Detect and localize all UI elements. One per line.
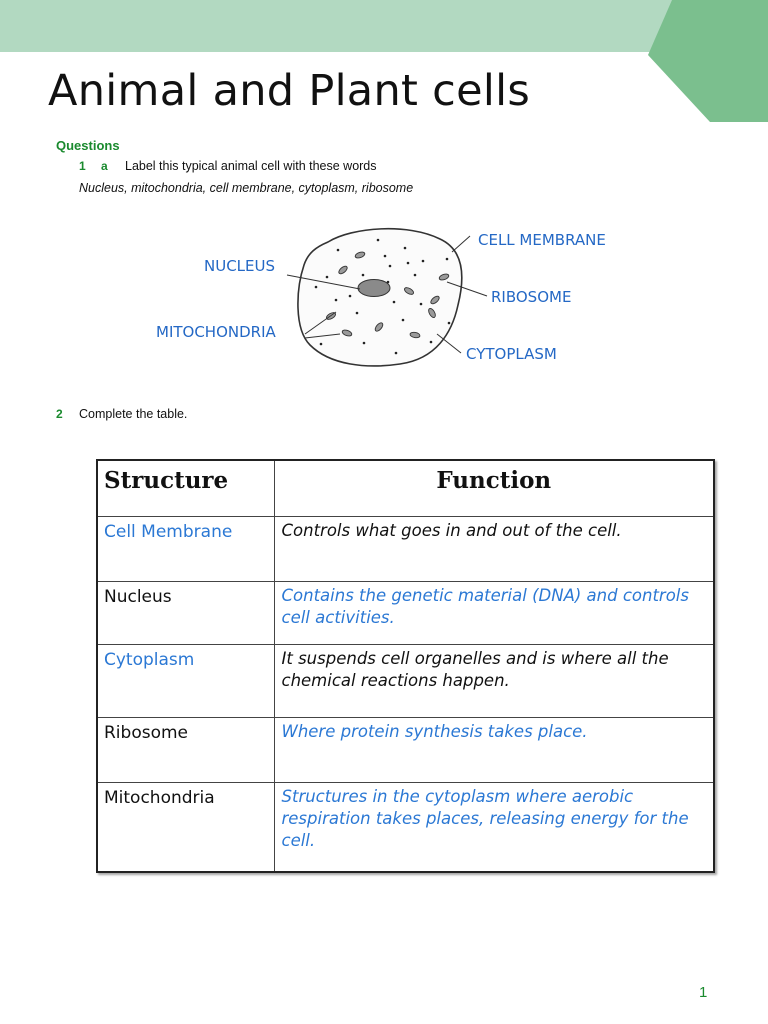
label-nucleus: NUCLEUS — [204, 257, 276, 275]
function-cell: Controls what goes in and out of the cell. — [274, 517, 714, 582]
corner-hexagon — [648, 0, 768, 122]
label-cell-membrane: CELL MEMBRANE — [478, 231, 606, 249]
question-2-number: 2 — [56, 407, 63, 421]
table-row — [97, 718, 714, 783]
label-ribosome: RIBOSOME — [491, 288, 572, 306]
structure-cell: Cytoplasm — [97, 645, 274, 718]
page-number: 1 — [699, 984, 708, 1001]
header-structure: Structure — [97, 460, 274, 517]
structure-cell: Mitochondria — [97, 783, 274, 872]
label-mitochondria: MITOCHONDRIA — [156, 323, 276, 341]
structure-cell: Ribosome — [97, 718, 274, 783]
animal-cell-diagram — [290, 225, 475, 375]
nucleus-shape — [358, 280, 390, 297]
table-row — [97, 783, 714, 872]
function-cell: Contains the genetic material (DNA) and controls cell activities. — [274, 582, 714, 645]
question-1-number: 1 — [79, 159, 86, 173]
structure-cell: Nucleus — [97, 582, 274, 645]
question-2-text: Complete the table. — [79, 407, 188, 421]
structure-function-table — [96, 459, 715, 873]
table-row — [97, 582, 714, 645]
question-1-text: Label this typical animal cell with these words — [125, 159, 377, 173]
questions-heading: Questions — [56, 138, 120, 153]
function-cell: Where protein synthesis takes place. — [274, 718, 714, 783]
table-header-row — [97, 460, 714, 517]
question-1-sub-letter: a — [101, 159, 108, 173]
header-function: Function — [274, 460, 714, 517]
label-cytoplasm: CYTOPLASM — [466, 345, 557, 363]
function-cell: Structures in the cytoplasm where aerobic respiration takes places, releasing energy for the cell. — [274, 783, 714, 872]
structure-cell: Cell Membrane — [97, 517, 274, 582]
table-row — [97, 517, 714, 582]
page-title: Animal and Plant cells — [48, 66, 531, 116]
table-row — [97, 645, 714, 718]
question-1-word-list: Nucleus, mitochondria, cell membrane, cytoplasm, ribosome — [79, 181, 414, 195]
function-cell: It suspends cell organelles and is where all the chemical reactions happen. — [274, 645, 714, 718]
